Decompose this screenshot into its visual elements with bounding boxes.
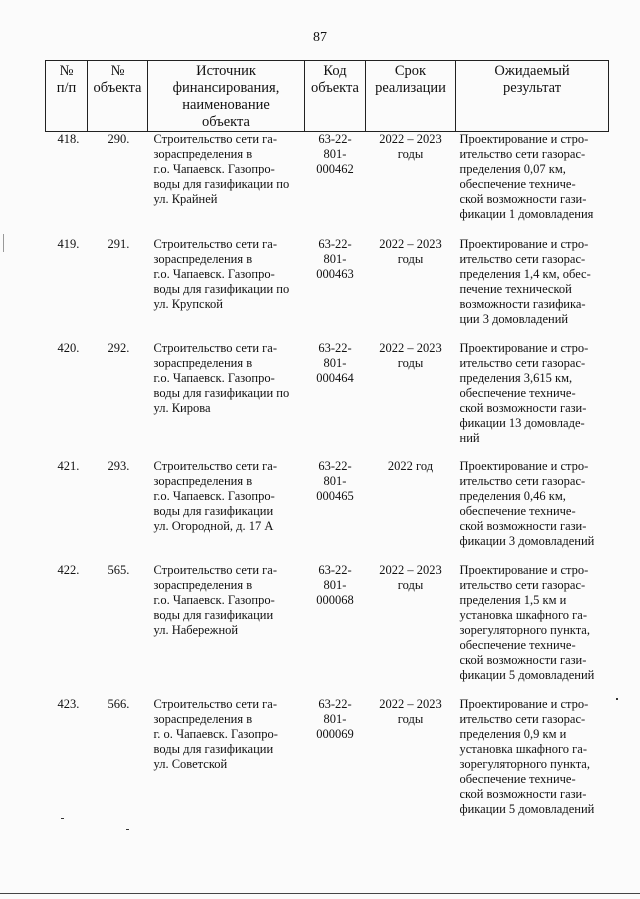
header-num: № п/п xyxy=(46,61,88,132)
header-result: Ожидаемый результат xyxy=(456,61,609,132)
table-row xyxy=(46,341,609,459)
row-source: Строительство сети га- зораспределения в г.о. Чапаевск. Газопро- воды для газификации ул. Огородной, д. 17 А xyxy=(153,458,277,533)
scan-speck xyxy=(616,698,618,700)
row-source: Строительство сети га- зораспределения в г.о. Чапаевск. Газопро- воды для газификации по ул. Кирова xyxy=(153,340,290,415)
row-result: Проектирование и стро- ительство сети газорас- пределения 0,07 км, обеспечение техниче- ской возможности гази- фикации 1 домовладения xyxy=(459,132,594,221)
row-term: 2022 – 2023 годы xyxy=(379,562,442,592)
row-code: 63-22- 801- 000465 xyxy=(316,458,354,503)
header-source: Источник финансирования, наименование объекта xyxy=(148,61,305,132)
financing-table xyxy=(45,60,609,822)
row-object-num: 565. xyxy=(107,562,130,577)
row-object-num: 291. xyxy=(107,236,130,251)
row-term: 2022 – 2023 годы xyxy=(379,236,442,266)
row-term: 2022 – 2023 годы xyxy=(379,132,442,161)
row-num: 419. xyxy=(57,236,80,251)
table-row xyxy=(46,459,609,563)
row-result: Проектирование и стро- ительство сети газорас- пределения 0,46 км, обеспечение техниче- ской возможности гази- фикации 3 домовладений xyxy=(459,458,595,548)
row-num: 421. xyxy=(57,458,80,473)
row-result: Проектирование и стро- ительство сети газорас- пределения 1,5 км и установка шкафного га- зорегуляторного пункта, обеспечение техниче- ской возможности гази- фикации 5 домовладений xyxy=(459,562,595,682)
table-row xyxy=(46,697,609,822)
row-code: 63-22- 801- 000462 xyxy=(316,132,354,176)
row-term: 2022 год xyxy=(387,458,434,473)
page-number: 87 xyxy=(313,30,327,45)
row-num: 423. xyxy=(57,696,80,711)
row-source: Строительство сети га- зораспределения в г.о. Чапаевск. Газопро- воды для газификации по ул. Крупской xyxy=(153,236,290,311)
header-term: Срок реализации xyxy=(366,61,456,132)
row-num: 420. xyxy=(57,340,80,355)
table-row xyxy=(46,563,609,697)
row-source: Строительство сети га- зораспределения в г.о. Чапаевск. Газопро- воды для газификации ул. Набережной xyxy=(153,562,277,637)
scan-speck xyxy=(3,234,4,252)
row-result: Проектирование и стро- ительство сети газорас- пределения 3,615 км, обеспечение техниче- ской возможности гази- фикации 13 домовладе- ний xyxy=(459,340,589,445)
header-code: Код объекта xyxy=(305,61,366,132)
row-result: Проектирование и стро- ительство сети газорас- пределения 0,9 км и установка шкафного га- зорегуляторного пункта, обеспечение техниче- ской возможности гази- фикации 5 домовладений xyxy=(459,696,595,816)
row-num: 422. xyxy=(57,562,80,577)
row-object-num: 292. xyxy=(107,340,130,355)
row-source: Строительство сети га- зораспределения в г. о. Чапаевск. Газопро- воды для газификации ул. Советской xyxy=(153,696,278,771)
row-term: 2022 – 2023 годы xyxy=(379,340,442,370)
row-object-num: 566. xyxy=(107,696,130,711)
row-code: 63-22- 801- 000463 xyxy=(316,236,354,281)
row-result: Проектирование и стро- ительство сети газорас- пределения 1,4 км, обес- печение технической возможности газифика- ции 3 домовладений xyxy=(459,236,591,326)
scan-speck xyxy=(61,818,64,819)
row-source: Строительство сети га- зораспределения в г.о. Чапаевск. Газопро- воды для газификации по ул. Крайней xyxy=(153,132,290,206)
table-row xyxy=(46,132,609,237)
row-term: 2022 – 2023 годы xyxy=(379,696,442,726)
row-code: 63-22- 801- 000464 xyxy=(316,340,354,385)
scan-edge-line xyxy=(0,893,640,894)
header-object-num: № объекта xyxy=(88,61,148,132)
row-num: 418. xyxy=(57,132,80,146)
row-object-num: 290. xyxy=(107,132,130,146)
table-row xyxy=(46,237,609,341)
row-code: 63-22- 801- 000069 xyxy=(316,696,354,741)
scan-speck xyxy=(126,829,129,830)
row-object-num: 293. xyxy=(107,458,130,473)
row-code: 63-22- 801- 000068 xyxy=(316,562,354,607)
table-header xyxy=(46,61,609,132)
